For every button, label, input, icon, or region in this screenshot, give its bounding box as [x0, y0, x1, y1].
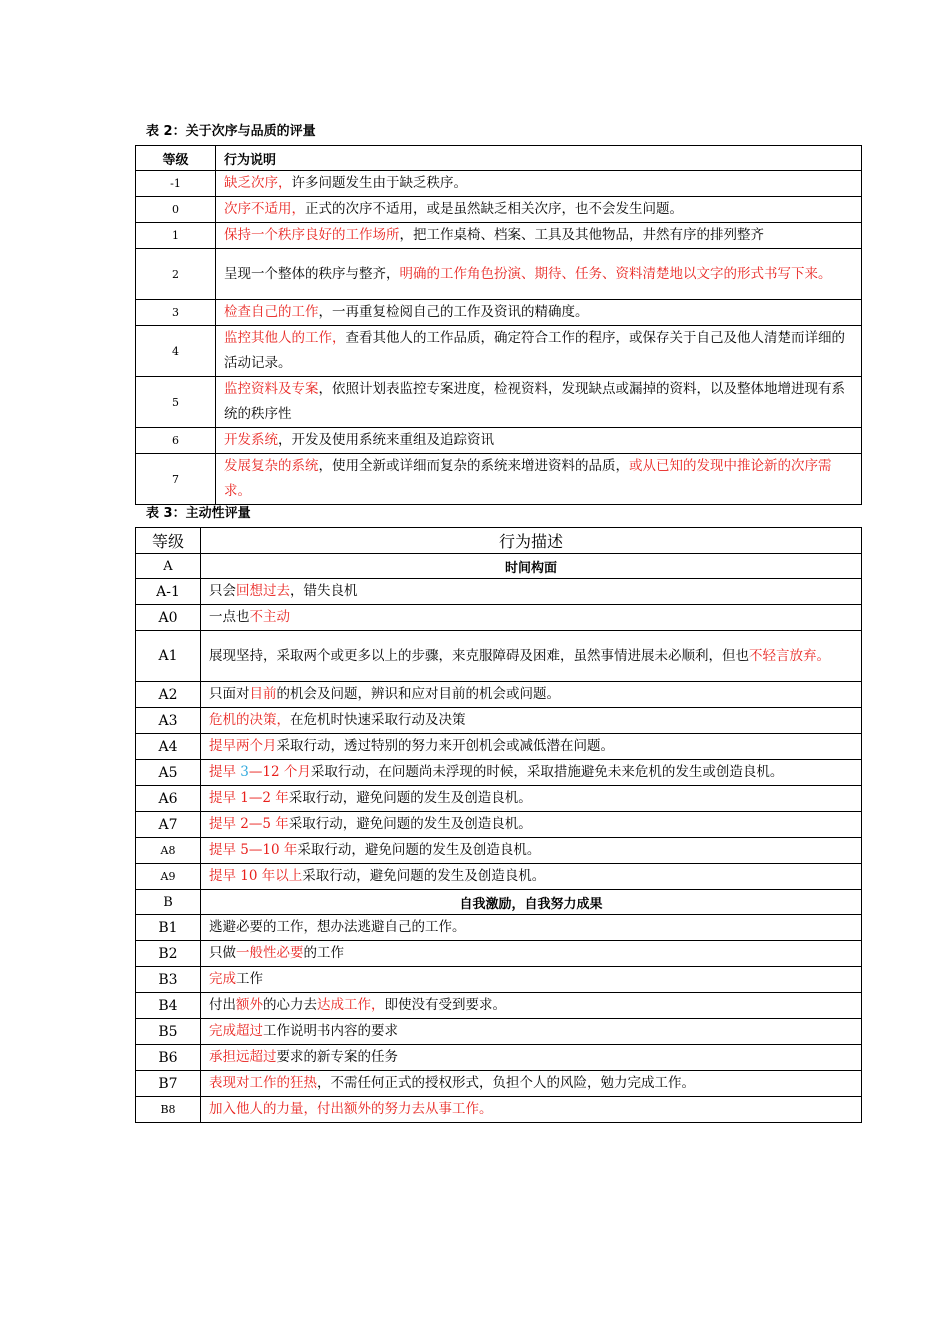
table-row: [136, 838, 862, 864]
table3-caption: 表 3：主动性评量: [146, 506, 251, 521]
description-cell: [201, 631, 862, 682]
table-row: [136, 454, 862, 505]
description-text: 采取行动，避免问题的发生及创造良机。: [302, 868, 546, 884]
level-cell: 4: [136, 326, 216, 377]
description-text: ，开发及使用系统来重组及追踪资讯: [278, 432, 494, 448]
section-code: B: [136, 890, 201, 915]
level-cell: A3: [136, 708, 201, 734]
table-row: [136, 605, 862, 631]
level-cell: A1: [136, 631, 201, 682]
highlighted-text: 不主动: [249, 609, 290, 625]
header-level: 等级: [136, 528, 201, 554]
level-cell: B5: [136, 1019, 201, 1045]
description-cell: [201, 915, 862, 941]
description-text: 展现坚持，采取两个或更多以上的步骤，来克服障碍及困难，虽然事情进展未必顺利，但也: [209, 647, 749, 664]
accent-number: 3: [240, 764, 249, 780]
highlighted-text: 表现对工作的狂热: [209, 1075, 317, 1091]
table-row: [136, 1071, 862, 1097]
level-cell: B7: [136, 1071, 201, 1097]
highlighted-text: 检查自己的工作: [224, 304, 319, 320]
description-text: 查看其他人的工作品质，确定符合工作的程序，或保存关于自己及他人清楚而详细的活动记录。: [224, 330, 845, 371]
description-text: ，不需任何正式的授权形式，负担个人的风险，勉力完成工作。: [317, 1075, 695, 1091]
highlighted-text: 不轻言放弃。: [749, 647, 830, 664]
table-header-row: [136, 146, 862, 171]
description-cell: [201, 941, 862, 967]
description-cell: [216, 428, 862, 454]
description-text: 许多问题发生由于缺乏秩序。: [291, 175, 467, 191]
table-row: [136, 326, 862, 377]
description-cell: [201, 682, 862, 708]
highlighted-text: 额外: [236, 997, 263, 1013]
initiative-table: [135, 527, 862, 1123]
description-text: 采取行动，避免问题的发生及创造良机。: [297, 842, 541, 858]
description-text: ，把工作桌椅、档案、工具及其他物品，井然有序的排列整齐: [399, 227, 764, 243]
level-cell: 7: [136, 454, 216, 505]
level-cell: A2: [136, 682, 201, 708]
description-cell: [201, 1045, 862, 1071]
description-text: 的工作: [303, 945, 344, 961]
highlighted-text: 提早 1—2 年: [209, 790, 289, 806]
description-cell: [216, 223, 862, 249]
description-text: 付出: [209, 997, 236, 1013]
level-cell: A8: [136, 838, 201, 864]
description-text: 只会: [209, 583, 236, 599]
section-title: 时间构面: [201, 554, 862, 579]
level-cell: B4: [136, 993, 201, 1019]
description-text: 要求的新专案的任务: [276, 1049, 398, 1065]
description-text: 在危机时快速采取行动及决策: [290, 712, 466, 728]
highlighted-text: 次序不适用，: [224, 201, 305, 217]
table-row: [136, 1019, 862, 1045]
level-cell: B2: [136, 941, 201, 967]
highlighted-text: 一般性必要: [236, 945, 304, 961]
description-cell: [216, 326, 862, 377]
description-text: 采取行动，在问题尚未浮现的时候，采取措施避免未来危机的发生或创造良机。: [310, 764, 784, 780]
highlighted-text: 完成超过: [209, 1023, 263, 1039]
level-cell: A5: [136, 760, 201, 786]
highlighted-text: 加入他人的力量，付出额外的努力去从事工作。: [209, 1101, 493, 1117]
highlighted-text: 提早 2—5 年: [209, 816, 289, 832]
description-cell: [201, 760, 862, 786]
description-cell: [201, 1019, 862, 1045]
table2-caption: 表 2：关于次序与品质的评量: [146, 124, 316, 139]
description-cell: [216, 197, 862, 223]
highlighted-text: 开发系统: [224, 432, 278, 448]
level-cell: 1: [136, 223, 216, 249]
highlighted-text: 提早 10 年以上: [209, 868, 303, 884]
table-row: [136, 223, 862, 249]
description-text: 一点也: [209, 609, 250, 625]
order-quality-table: [135, 145, 862, 505]
highlighted-text: 提早 5—10 年: [209, 842, 298, 858]
description-cell: [201, 993, 862, 1019]
highlighted-text: 保持一个秩序良好的工作场所: [224, 227, 400, 243]
section-header-row: [136, 890, 862, 915]
description-text: 工作说明书内容的要求: [263, 1023, 398, 1039]
highlighted-text: 危机的决策，: [209, 712, 290, 728]
table-row: [136, 786, 862, 812]
highlighted-text: 承担远超过: [209, 1049, 277, 1065]
description-cell: [201, 864, 862, 890]
description-cell: [201, 734, 862, 760]
highlighted-text: 或从已知的发现中推论新的次序需求。: [224, 458, 832, 499]
highlighted-text: 完成: [209, 971, 236, 987]
table-row: [136, 682, 862, 708]
description-cell: [216, 377, 862, 428]
description-text: 工作: [236, 971, 263, 987]
description-cell: [216, 454, 862, 505]
description-text: ，一再重复检阅自己的工作及资讯的精确度。: [318, 304, 589, 320]
description-cell: [201, 967, 862, 993]
table-row: [136, 197, 862, 223]
level-cell: B1: [136, 915, 201, 941]
description-cell: [201, 708, 862, 734]
section-header-row: [136, 554, 862, 579]
description-text: 采取行动，避免问题的发生及创造良机。: [288, 816, 532, 832]
description-text: ，使用全新或详细而复杂的系统来增进资料的品质，: [318, 458, 629, 474]
table-row: [136, 967, 862, 993]
table-row: [136, 812, 862, 838]
highlighted-text: 监控资料及专案: [224, 381, 319, 397]
table-row: [136, 708, 862, 734]
section-title: 自我激励，自我努力成果: [201, 890, 862, 915]
description-text: 即使没有受到要求。: [384, 997, 506, 1013]
description-cell: [201, 1071, 862, 1097]
highlighted-text: 回想过去: [236, 583, 290, 599]
description-text: 采取行动，避免问题的发生及创造良机。: [288, 790, 532, 806]
description-cell: [216, 300, 862, 326]
table-header-row: [136, 528, 862, 554]
description-text: 只做: [209, 945, 236, 961]
description-cell: [216, 249, 862, 300]
level-cell: B8: [136, 1097, 201, 1123]
highlighted-text: 目前: [249, 686, 277, 702]
description-cell: [201, 1097, 862, 1123]
description-text: ，错失良机: [290, 583, 358, 599]
level-cell: A4: [136, 734, 201, 760]
level-cell: A7: [136, 812, 201, 838]
table-row: [136, 915, 862, 941]
description-text: 正式的次序不适用，或是虽然缺乏相关次序，也不会发生问题。: [305, 201, 683, 217]
highlighted-text: 发展复杂的系统: [224, 458, 319, 474]
highlighted-text: 明确的工作角色扮演、期待、任务、资料清楚地以文字的形式书写下来。: [399, 265, 832, 282]
description-cell: [201, 838, 862, 864]
highlighted-text: 达成工作，: [317, 997, 385, 1013]
description-text: 的心力去: [263, 997, 317, 1013]
level-cell: A0: [136, 605, 201, 631]
level-cell: 5: [136, 377, 216, 428]
header-description: 行为描述: [201, 528, 862, 554]
description-cell: [201, 786, 862, 812]
description-text: ，依照计划表监控专案进度，检视资料，发现缺点或漏掉的资料，以及整体地增进现有系统的秩序性: [224, 381, 845, 422]
header-description: 行为说明: [216, 146, 862, 171]
level-cell: 3: [136, 300, 216, 326]
section-code: A: [136, 554, 201, 579]
level-cell: 6: [136, 428, 216, 454]
table-row: [136, 579, 862, 605]
description-cell: [216, 171, 862, 197]
highlighted-text: 缺乏次序，: [224, 175, 292, 191]
table-row: [136, 864, 862, 890]
level-cell: -1: [136, 171, 216, 197]
description-cell: [201, 605, 862, 631]
description-text: 采取行动，透过特别的努力来开创机会或减低潜在问题。: [276, 738, 614, 754]
level-cell: 2: [136, 249, 216, 300]
table-row: [136, 631, 862, 682]
level-cell: B3: [136, 967, 201, 993]
highlighted-text: 提早: [209, 764, 241, 780]
header-level: 等级: [136, 146, 216, 171]
table-row: [136, 760, 862, 786]
level-cell: A-1: [136, 579, 201, 605]
level-cell: 0: [136, 197, 216, 223]
description-cell: [201, 812, 862, 838]
table-row: [136, 249, 862, 300]
description-text: 呈现一个整体的秩序与整齐，: [224, 265, 400, 282]
table-row: [136, 993, 862, 1019]
highlighted-text: 提早两个月: [209, 738, 277, 754]
highlighted-text: —12 个月: [248, 764, 311, 780]
table-row: [136, 734, 862, 760]
level-cell: B6: [136, 1045, 201, 1071]
description-text: 的机会及问题，辨识和应对目前的机会或问题。: [276, 686, 560, 702]
highlighted-text: 监控其他人的工作，: [224, 330, 346, 346]
table-row: [136, 428, 862, 454]
table-row: [136, 1045, 862, 1071]
table-row: [136, 377, 862, 428]
table-row: [136, 171, 862, 197]
level-cell: A6: [136, 786, 201, 812]
table-row: [136, 941, 862, 967]
description-text: 逃避必要的工作，想办法逃避自己的工作。: [209, 919, 466, 935]
table-row: [136, 1097, 862, 1123]
level-cell: A9: [136, 864, 201, 890]
description-cell: [201, 579, 862, 605]
description-text: 只面对: [209, 686, 250, 702]
table-row: [136, 300, 862, 326]
